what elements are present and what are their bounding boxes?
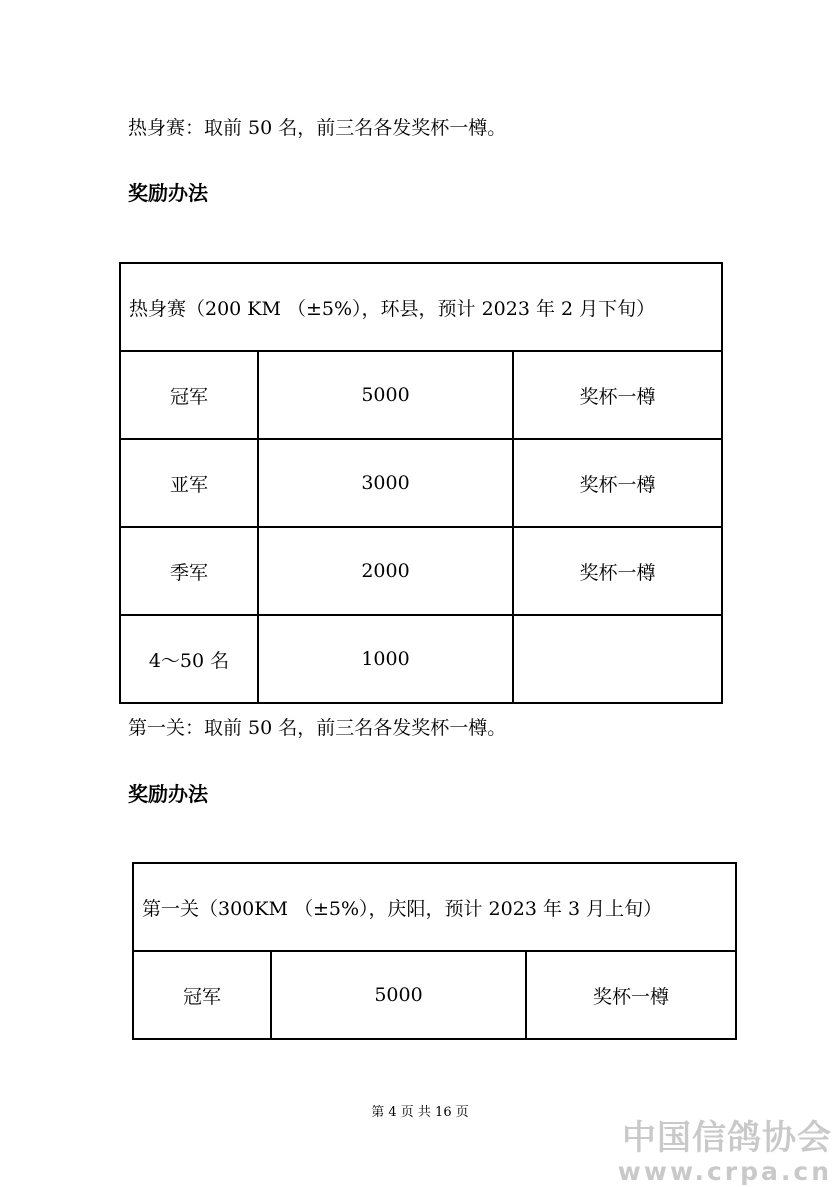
section2-intro: 第一关：取前 50 名，前三名各发奖杯一樽。 — [128, 717, 507, 739]
prize-cell — [513, 615, 722, 703]
section1-intro: 热身赛：取前 50 名，前三名各发奖杯一樽。 — [128, 117, 507, 139]
amount-cell: 2000 — [258, 527, 513, 615]
amount-cell: 1000 — [258, 615, 513, 703]
amount-cell: 5000 — [258, 351, 513, 439]
page-footer: 第 4 页 共 16 页 — [371, 1105, 469, 1120]
table-row — [120, 615, 722, 703]
prize-cell: 奖杯一樽 — [513, 527, 722, 615]
prize-cell: 奖杯一樽 — [513, 439, 722, 527]
table-row — [120, 439, 722, 527]
watermark — [612, 1110, 832, 1186]
table-caption: 热身赛（200 KM （±5%），环县，预计 2023 年 2 月下旬） — [120, 263, 722, 351]
section1-heading: 奖励办法 — [128, 181, 208, 205]
award-table-stage1 — [132, 862, 737, 1040]
table-row — [133, 951, 736, 1039]
section2-heading: 奖励办法 — [128, 782, 208, 806]
rank-cell: 冠军 — [120, 351, 258, 439]
watermark-url: www.crpa.cn — [617, 1157, 832, 1186]
table-caption-row — [120, 263, 722, 351]
table-caption: 第一关（300KM （±5%），庆阳，预计 2023 年 3 月上旬） — [133, 863, 736, 951]
rank-cell: 4～50 名 — [120, 615, 258, 703]
award-table-warmup — [119, 262, 723, 704]
prize-cell: 奖杯一樽 — [513, 351, 722, 439]
table-row — [120, 351, 722, 439]
table-row — [120, 527, 722, 615]
amount-cell: 5000 — [271, 951, 526, 1039]
rank-cell: 冠军 — [133, 951, 271, 1039]
watermark-name: 中国信鸽协会 — [622, 1118, 832, 1158]
amount-cell: 3000 — [258, 439, 513, 527]
rank-cell: 季军 — [120, 527, 258, 615]
prize-cell: 奖杯一樽 — [526, 951, 736, 1039]
table-caption-row — [133, 863, 736, 951]
rank-cell: 亚军 — [120, 439, 258, 527]
